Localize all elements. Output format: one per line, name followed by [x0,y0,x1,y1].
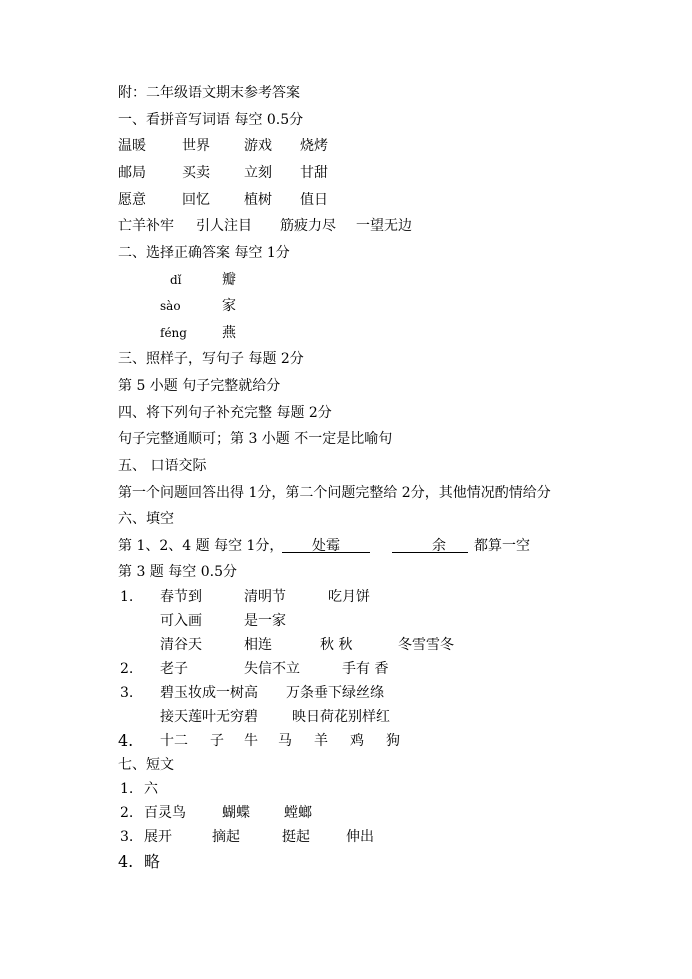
s7-answer-4: 略 [144,852,161,871]
s7-a3-c3: 挺起 [282,829,310,845]
s6-r4-c2: 失信不立 [244,661,300,677]
s6-num-3: 3. [120,685,134,701]
section-1-heading: 一、看拼音写词语 每空 0.5分 [118,112,304,128]
section-5-heading: 五、 口语交际 [118,458,207,474]
section-3-note: 第 5 小题 句子完整就给分 [118,378,281,394]
section-2-heading: 二、选择正确答案 每空 1分 [118,245,290,261]
s1-r4-c3: 筋疲力尽 [280,218,336,234]
s2-pinyin-1: dǐ [170,273,182,287]
s6-r7-c7: 狗 [386,733,400,749]
blank-line-2 [392,552,468,553]
s6-num-1: 1. [120,589,134,605]
s6-r5-c1: 碧玉妆成一树高 [160,685,258,701]
s6-r7-c5: 羊 [314,733,328,749]
s7-a2-c2: 蝴蝶 [222,805,250,821]
s7-a3-c1: 展开 [144,829,172,845]
s6-line2: 第 3 题 每空 0.5分 [118,564,237,580]
s6-r2-c2: 是一家 [244,613,286,629]
s6-r7-c3: 牛 [244,733,258,749]
s7-num-1: 1. [120,781,134,797]
s2-pinyin-3: féng [160,326,187,340]
s1-r2-c1: 邮局 [118,165,146,181]
s7-a2-c1: 百灵鸟 [144,805,186,821]
s6-r7-c4: 马 [278,733,292,749]
s1-r1-c1: 温暖 [118,138,146,154]
s6-r1-c3: 吃月饼 [328,589,370,605]
s1-r1-c2: 世界 [182,138,210,154]
section-4-heading: 四、将下列句子补充完整 每题 2分 [118,405,332,421]
s7-num-4: 4. [118,852,134,871]
s6-r3-c4: 冬雪雪冬 [398,637,454,653]
s1-r3-c3: 植树 [244,192,272,208]
s6-r4-c3: 手有 香 [342,661,389,677]
s2-pinyin-2: sào [160,299,181,313]
s1-r3-c1: 愿意 [118,192,146,208]
s1-r3-c4: 值日 [300,192,328,208]
s6-r7-c2: 子 [210,733,224,749]
s2-char-1: 瓣 [222,272,236,288]
section-5-note: 第一个问题回答出得 1分，第二个问题完整给 2分，其他情况酌情给分 [118,485,551,501]
s6-r6-c1: 接天莲叶无穷碧 [160,709,258,725]
s1-r4-c2: 引人注目 [196,218,252,234]
s6-r7-c6: 鸡 [350,733,364,749]
section-3-heading: 三、照样子，写句子 每题 2分 [118,351,304,367]
s1-r1-c3: 游戏 [244,138,272,154]
s6-blank1-answer: 处霉 [312,538,340,554]
s1-r1-c4: 烧烤 [300,138,328,154]
s6-r7-c1: 十二 [160,733,188,749]
s1-r3-c2: 回忆 [182,192,210,208]
s6-line1-suffix: 都算一空 [474,538,530,554]
s2-char-2: 家 [222,298,236,314]
s6-line1-prefix: 第 1、2、4 题 每空 1分， [118,538,284,554]
document-title: 附：二年级语文期末参考答案 [118,85,300,101]
s6-r2-c1: 可入画 [160,613,202,629]
s6-r4-c1: 老子 [160,661,188,677]
s6-num-4: 4. [118,731,134,750]
s6-r5-c2: 万条垂下绿丝绦 [286,685,384,701]
s7-num-3: 3. [120,829,134,845]
s7-num-2: 2. [120,805,134,821]
s6-r6-c2: 映日荷花别样红 [292,709,390,725]
s6-num-2: 2. [120,661,134,677]
s2-char-3: 燕 [222,325,236,341]
s6-r3-c3: 秋 秋 [320,637,353,653]
s7-answer-1: 六 [144,781,158,797]
s1-r4-c1: 亡羊补牢 [118,218,174,234]
s6-r1-c1: 春节到 [160,589,202,605]
s7-a3-c4: 伸出 [346,829,374,845]
s6-blank2-answer: 余 [432,538,446,554]
section-6-heading: 六、填空 [118,511,174,527]
s1-r4-c4: 一望无边 [356,218,412,234]
section-4-note: 句子完整通顺可；第 3 小题 不一定是比喻句 [118,431,393,447]
s7-a3-c2: 摘起 [212,829,240,845]
s1-r2-c2: 买卖 [182,165,210,181]
s6-r1-c2: 清明节 [244,589,286,605]
section-7-heading: 七、短文 [118,757,174,773]
s6-r3-c2: 相连 [244,637,272,653]
s6-r3-c1: 清谷天 [160,637,202,653]
s1-r2-c4: 甘甜 [300,165,328,181]
s1-r2-c3: 立刻 [244,165,272,181]
s7-a2-c3: 螳螂 [284,805,312,821]
